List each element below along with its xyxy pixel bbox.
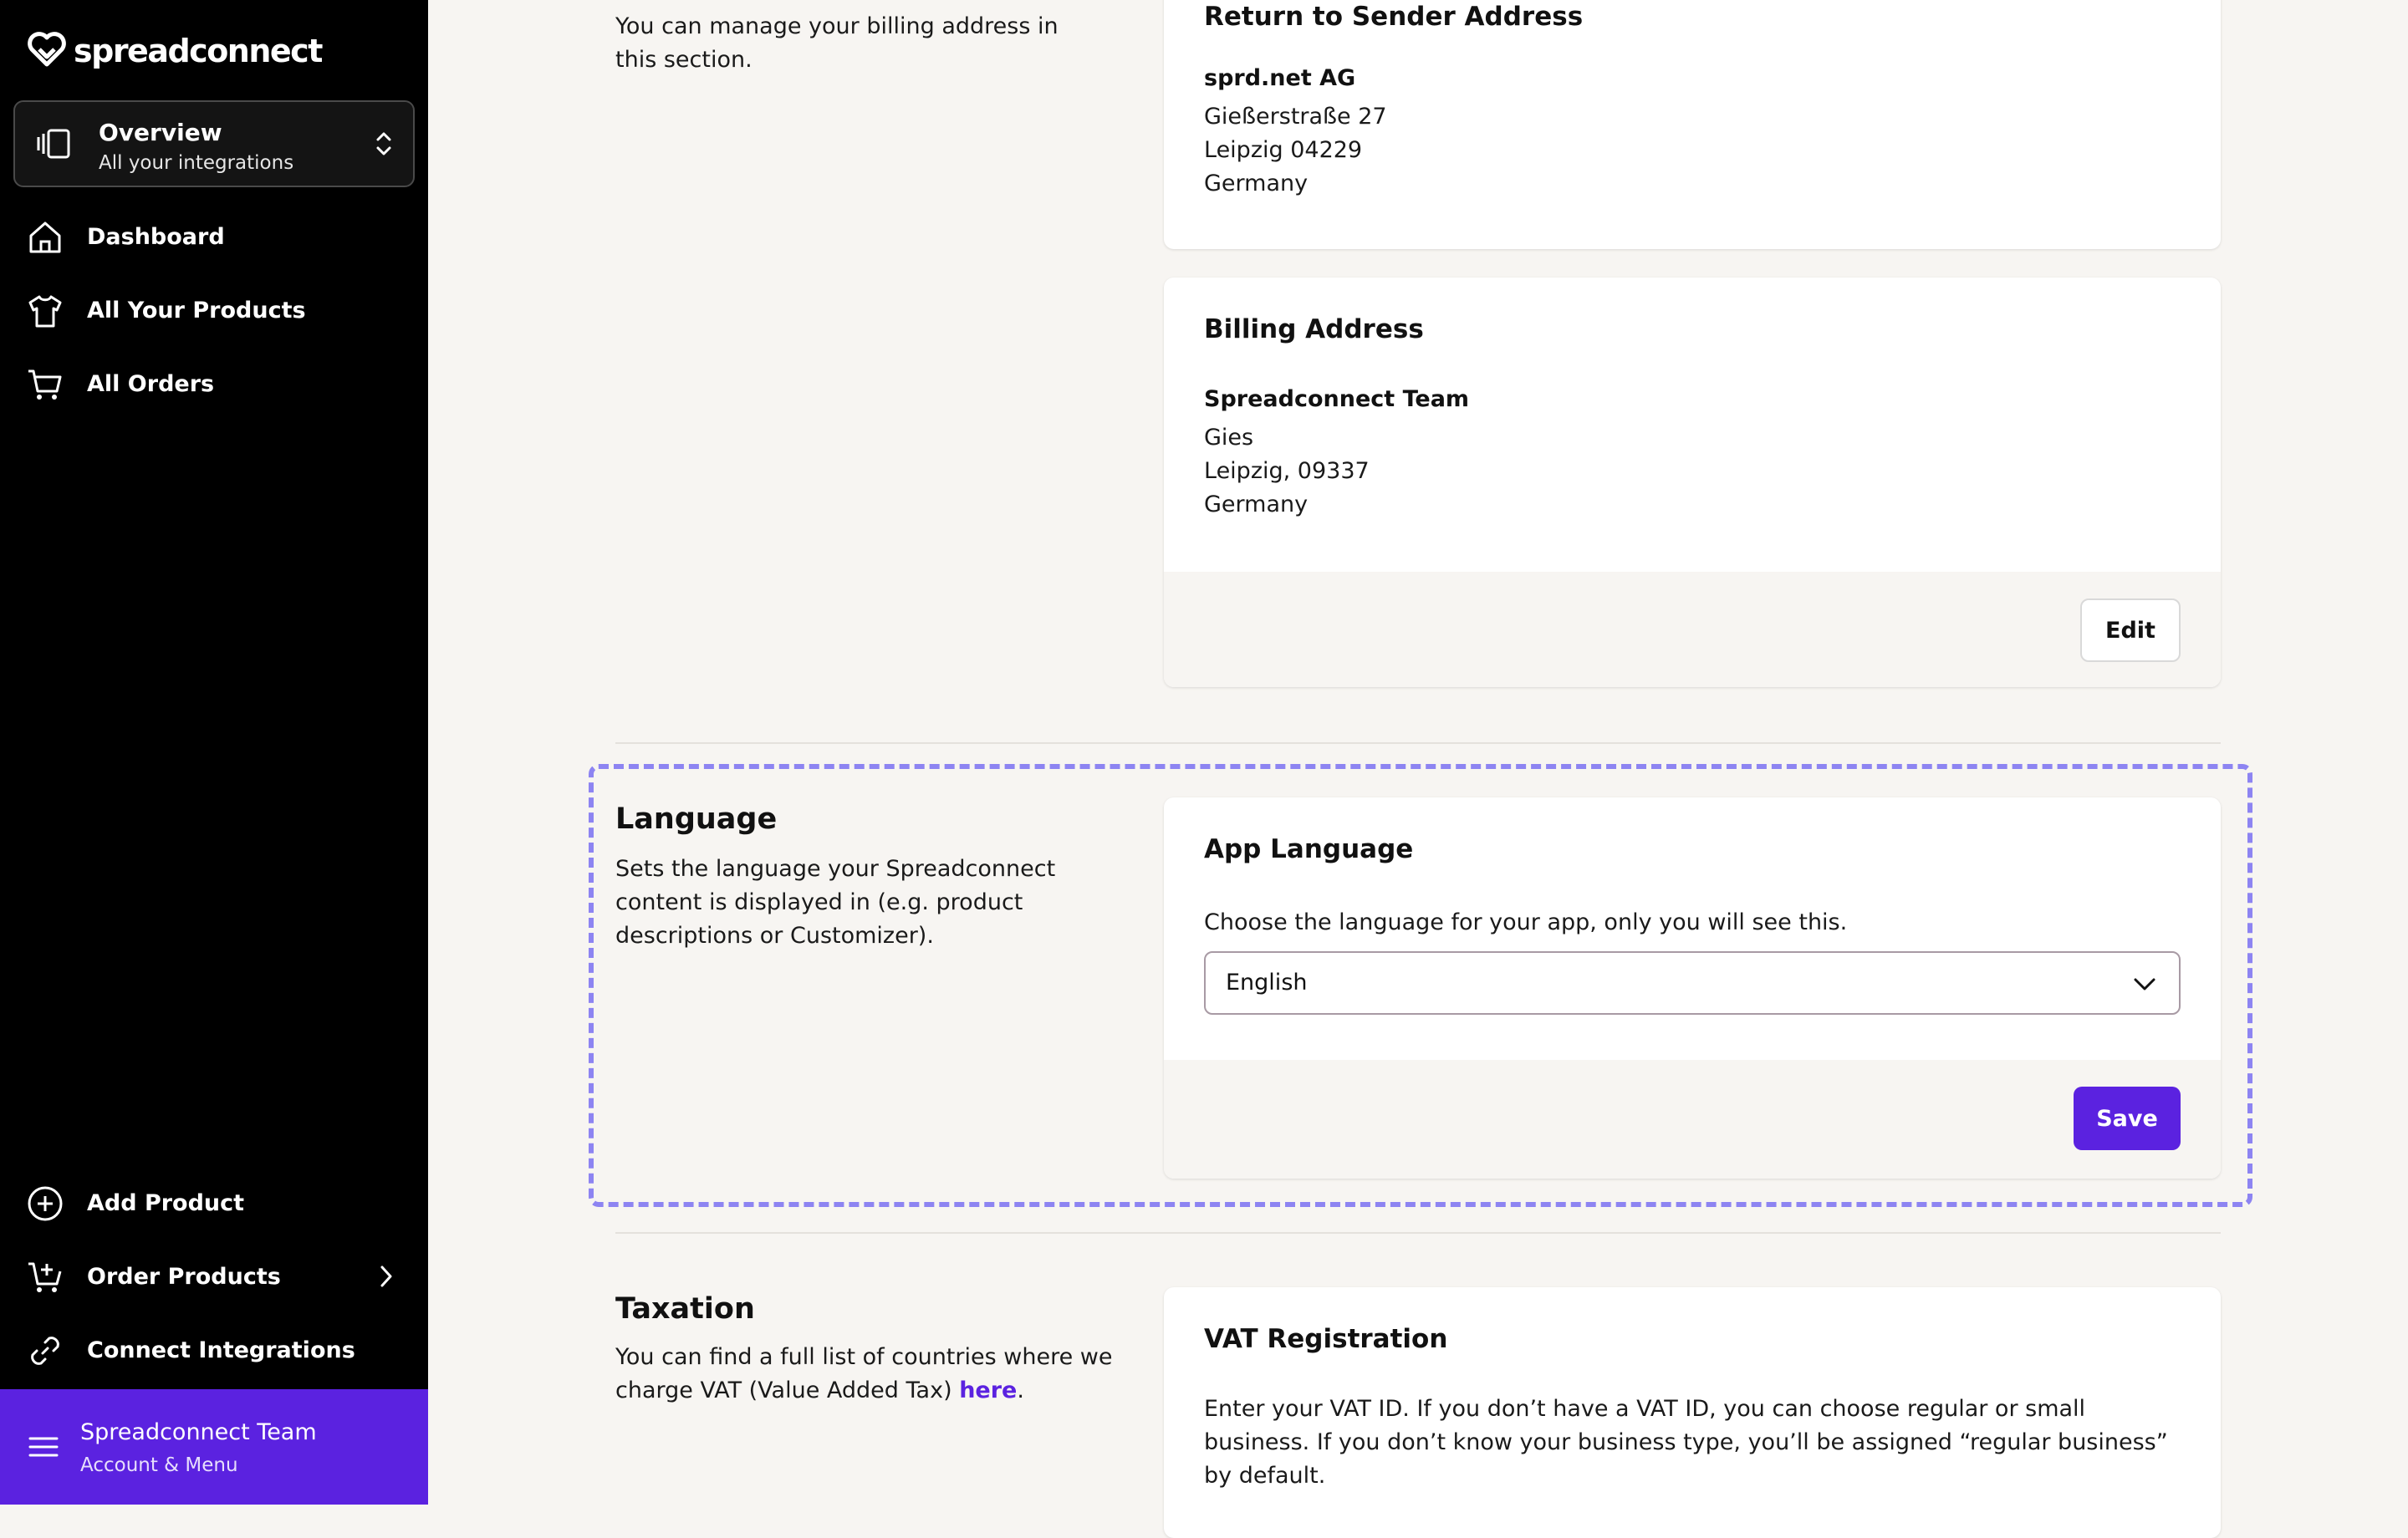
account-menu[interactable] (0, 1389, 428, 1505)
address-line: Leipzig 04229 (1204, 137, 1363, 163)
nav-item-label: Order Products (87, 1263, 281, 1290)
billing-section-description: You can manage your billing address in this section. (615, 13, 1059, 73)
address-line: Germany (1204, 491, 1309, 517)
tshirt-icon (27, 293, 64, 329)
card-footer (1164, 572, 2221, 687)
nav-item-all-orders[interactable] (0, 354, 428, 413)
chevron-right-icon (378, 1264, 395, 1292)
address-name: sprd.net AG (1204, 65, 1356, 91)
spreadconnect-logo-icon (27, 31, 67, 71)
sidebar (0, 0, 428, 1505)
taxation-description-text: You can find a full list of countries where we charge VAT (Value Added Tax) (615, 1344, 1113, 1403)
logo-text: spreadconnect (74, 33, 322, 69)
address-line: Leipzig, 09337 (1204, 458, 1370, 484)
language-section-title: Language (615, 802, 778, 836)
language-select-value: English (1226, 970, 1308, 996)
switcher-subtitle: All your integrations (99, 152, 294, 174)
vat-countries-link[interactable]: here (959, 1378, 1018, 1403)
nav-item-label: Dashboard (87, 223, 225, 250)
focus-highlight (589, 764, 2252, 1207)
language-section-description: Sets the language your Spreadconnect content is displayed in (e.g. product descriptions or Customizer). (615, 856, 1056, 949)
nav-item-all-your-products[interactable] (0, 281, 428, 339)
billing-address-card (1164, 278, 2221, 687)
taxation-section-description (615, 1341, 1125, 1408)
account-subtitle: Account & Menu (80, 1454, 238, 1476)
card-title: Billing Address (1204, 314, 1424, 344)
switcher-title: Overview (99, 119, 222, 146)
link-icon (27, 1332, 64, 1369)
nav-item-label: All Your Products (87, 297, 306, 323)
address-line: Gießerstraße 27 (1204, 104, 1387, 130)
address-line: Germany (1204, 171, 1309, 196)
integration-switcher[interactable] (13, 100, 415, 187)
vat-description: Enter your VAT ID. If you don’t have a VAT ID, you can choose regular or small business. If you don’t know your business type, you’ll be assigned “regular business” by default. (1204, 1396, 2168, 1489)
home-icon (27, 219, 64, 256)
return-address-card (1164, 0, 2221, 249)
account-name: Spreadconnect Team (80, 1419, 317, 1445)
divider (615, 1232, 2221, 1234)
card-title: App Language (1204, 834, 1414, 864)
address-name: Spreadconnect Team (1204, 386, 1470, 412)
language-hint: Choose the language for your app, only you will see this. (1204, 909, 1848, 935)
logo[interactable] (27, 30, 322, 72)
nav-item-connect-integrations[interactable] (0, 1321, 428, 1379)
save-button[interactable]: Save (2074, 1087, 2181, 1150)
nav-item-label: Connect Integrations (87, 1337, 355, 1363)
edit-button[interactable]: Edit (2080, 598, 2181, 662)
taxation-description-end: . (1017, 1378, 1024, 1403)
nav-item-add-product[interactable] (0, 1174, 428, 1232)
address-line: Gies (1204, 425, 1254, 451)
hamburger-menu-icon (28, 1436, 59, 1461)
vat-registration-card (1164, 1287, 2221, 1538)
cart-icon (27, 366, 64, 403)
cart-plus-icon (27, 1259, 64, 1296)
nav-item-dashboard[interactable] (0, 207, 428, 266)
main-content (428, 0, 2408, 1505)
taxation-section-title: Taxation (615, 1292, 755, 1326)
card-title: VAT Registration (1204, 1324, 1448, 1354)
card-title: Return to Sender Address (1204, 2, 1584, 32)
chevron-up-down-icon (375, 129, 393, 162)
plus-circle-icon (27, 1185, 64, 1222)
nav-item-order-products[interactable] (0, 1247, 428, 1306)
nav-item-label: Add Product (87, 1189, 245, 1216)
nav-item-label: All Orders (87, 370, 215, 397)
divider (615, 742, 2221, 744)
overview-icon (37, 129, 70, 162)
